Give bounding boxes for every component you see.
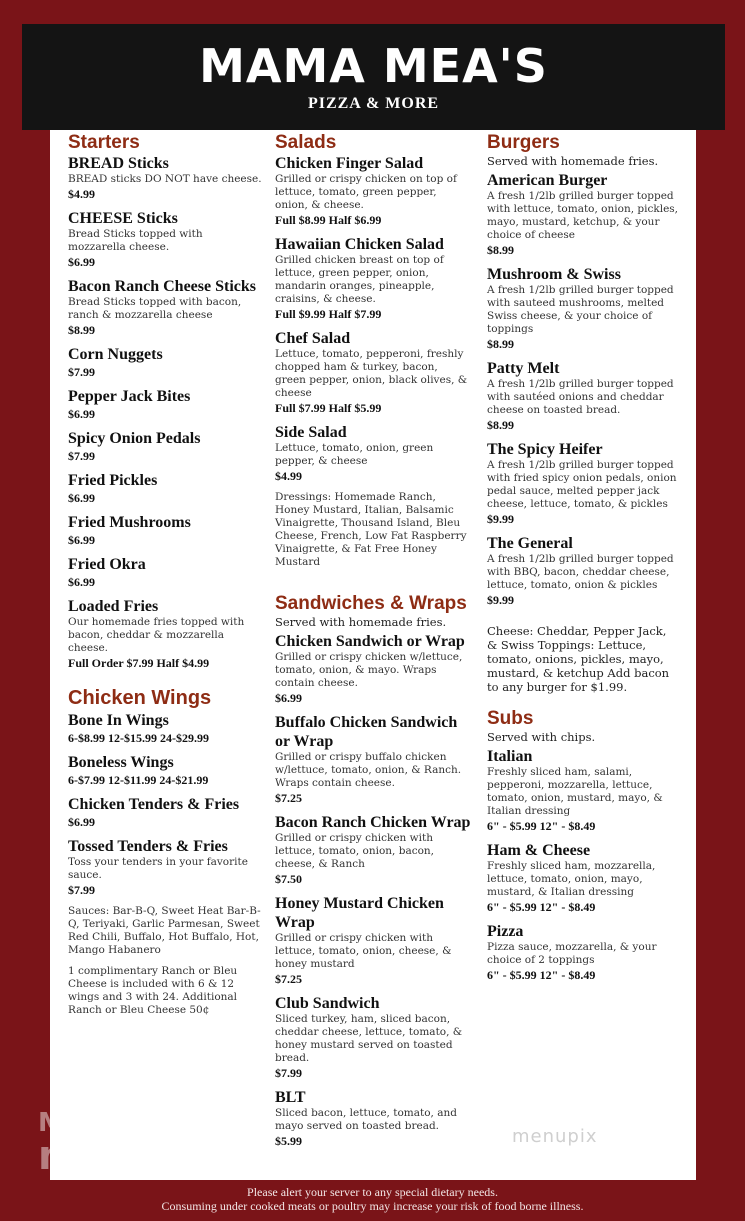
sub-item-description: Pizza sauce, mozzarella, & your choice of 2 toppings bbox=[487, 941, 657, 966]
sandwich-item bbox=[275, 1088, 471, 1149]
burger-item-name: Mushroom & Swiss bbox=[487, 266, 621, 283]
starter-item-name: BREAD Sticks bbox=[68, 155, 169, 172]
wing-item-price: 6-$8.99 12-$15.99 24-$29.99 bbox=[68, 731, 209, 745]
sub-item bbox=[487, 747, 679, 834]
salad-item-description: Grilled chicken breast on top of lettuce, green pepper, onion, mandarin oranges, pineapple, craisins, & cheese. bbox=[275, 254, 444, 305]
starter-item-description: Our homemade fries topped with bacon, cheddar & mozzarella cheese. bbox=[68, 616, 245, 654]
burger-item-description: A fresh 1/2lb grilled burger topped with fried spicy onion pedals, onion pedal sauce, melted pepper jack cheese, lettuce, tomato, & pickles bbox=[487, 459, 677, 510]
starter-item bbox=[68, 387, 262, 422]
sandwich-item-description: Grilled or crispy chicken with lettuce, tomato, onion, cheese, & honey mustard bbox=[275, 932, 452, 970]
sandwich-item-name: Club Sandwich bbox=[275, 995, 380, 1012]
starter-item-description: BREAD sticks DO NOT have cheese. bbox=[68, 173, 262, 185]
sandwich-item-name: Honey Mustard Chicken Wrap bbox=[275, 895, 444, 931]
starter-item bbox=[68, 345, 262, 380]
starter-item-description: Bread Sticks topped with mozzarella cheese. bbox=[68, 228, 203, 253]
salad-item-price: Full $9.99 Half $7.99 bbox=[275, 307, 382, 321]
burger-item-name: American Burger bbox=[487, 172, 608, 189]
starter-item bbox=[68, 513, 262, 548]
salad-item bbox=[275, 235, 471, 322]
restaurant-tagline: PIZZA & MORE bbox=[307, 95, 440, 112]
column-right bbox=[487, 132, 679, 990]
burger-item bbox=[487, 440, 679, 527]
burger-item bbox=[487, 265, 679, 352]
sub-item-description: Freshly sliced ham, salami, pepperoni, mozzarella, lettuce, tomato, onion, mustard, mayo, & Italian dressing bbox=[487, 766, 663, 817]
wings-heading: Chicken Wings bbox=[68, 687, 212, 709]
sandwiches-list bbox=[275, 632, 471, 1149]
starter-item-price: $6.99 bbox=[68, 407, 95, 421]
starters-list bbox=[68, 154, 262, 671]
starter-item-price: $6.99 bbox=[68, 575, 95, 589]
wing-item-name: Bone In Wings bbox=[68, 712, 169, 729]
starters-heading: Starters bbox=[68, 132, 140, 153]
dietary-notice: Please alert your server to any special dietary needs. bbox=[247, 1185, 498, 1199]
sub-item-name: Ham & Cheese bbox=[487, 842, 591, 859]
sandwich-item-name: Buffalo Chicken Sandwich or Wrap bbox=[275, 714, 458, 750]
sub-item-price: 6" - $5.99 12" - $8.49 bbox=[487, 900, 596, 914]
salad-item-name: Hawaiian Chicken Salad bbox=[275, 236, 444, 253]
wing-item-name: Tossed Tenders & Fries bbox=[68, 838, 228, 855]
watermark-menus: menus bbox=[38, 1133, 188, 1179]
burger-item bbox=[487, 534, 679, 608]
salad-item-description: Lettuce, tomato, pepperoni, freshly chopped ham & turkey, bacon, green pepper, onion, black olives, & cheese bbox=[275, 348, 468, 399]
restaurant-name: MAMA MEA'S bbox=[199, 39, 548, 93]
menu-header bbox=[22, 24, 725, 130]
starter-item-name: Corn Nuggets bbox=[68, 346, 163, 363]
wing-item bbox=[68, 837, 262, 898]
burgers-heading: Burgers bbox=[487, 132, 560, 153]
starter-item-price: Full Order $7.99 Half $4.99 bbox=[68, 656, 210, 670]
sub-item bbox=[487, 922, 679, 983]
sandwich-item-price: $6.99 bbox=[275, 691, 302, 705]
burger-item-description: A fresh 1/2lb grilled burger topped with BBQ, bacon, cheddar cheese, lettuce, tomato, onion & pickles bbox=[487, 553, 674, 591]
burger-item-price: $9.99 bbox=[487, 512, 514, 526]
starter-item-price: $8.99 bbox=[68, 323, 95, 337]
burger-toppings-note: Cheese: Cheddar, Pepper Jack, & Swiss Toppings: Lettuce, tomato, onions, pickles, mayo, mustard, & ketchup Add bacon to any burger for $1.99. bbox=[487, 624, 670, 694]
salad-item-price: $4.99 bbox=[275, 469, 302, 483]
sandwich-item-name: Chicken Sandwich or Wrap bbox=[275, 633, 465, 650]
sandwich-item-description: Sliced turkey, ham, sliced bacon, cheddar cheese, lettuce, tomato, & honey mustard served on toasted bread. bbox=[275, 1013, 463, 1064]
starter-item-name: Fried Mushrooms bbox=[68, 514, 191, 531]
salad-item-price: Full $8.99 Half $6.99 bbox=[275, 213, 382, 227]
subs-list bbox=[487, 747, 679, 983]
sub-item-description: Freshly sliced ham, mozzarella, lettuce, tomato, onion, mayo, mustard, & Italian dressing bbox=[487, 860, 656, 898]
column-middle bbox=[275, 132, 471, 1156]
wing-item bbox=[68, 753, 262, 788]
starter-item bbox=[68, 154, 262, 202]
burger-item-price: $8.99 bbox=[487, 337, 514, 351]
salads-heading: Salads bbox=[275, 132, 337, 153]
starter-item bbox=[68, 277, 262, 338]
sandwich-item-price: $5.99 bbox=[275, 1134, 302, 1148]
column-left bbox=[68, 132, 262, 1017]
subs-note: Served with chips. bbox=[487, 730, 596, 744]
wing-sauces-note: Sauces: Bar-B-Q, Sweet Heat Bar-B-Q, Teriyaki, Garlic Parmesan, Sweet Red Chili, Buffalo, Hot Buffalo, Hot, Mango Habanero bbox=[68, 905, 261, 956]
sandwich-item-name: Bacon Ranch Chicken Wrap bbox=[275, 814, 471, 831]
starter-item-price: $4.99 bbox=[68, 187, 95, 201]
sandwich-item-description: Grilled or crispy buffalo chicken w/lettuce, tomato, onion, & Ranch. Wraps contain cheese. bbox=[275, 751, 462, 789]
starter-item-name: Pepper Jack Bites bbox=[68, 388, 191, 405]
burger-item-description: A fresh 1/2lb grilled burger topped with sauteed mushrooms, melted Swiss cheese, & your choice of toppings bbox=[487, 284, 674, 335]
wing-item-price: $6.99 bbox=[68, 815, 95, 829]
starter-item bbox=[68, 597, 262, 671]
starter-item-price: $6.99 bbox=[68, 255, 95, 269]
salad-item bbox=[275, 423, 471, 484]
burger-item-price: $9.99 bbox=[487, 593, 514, 607]
subs-heading: Subs bbox=[487, 708, 534, 729]
salad-item-price: Full $7.99 Half $5.99 bbox=[275, 401, 382, 415]
salad-item bbox=[275, 329, 471, 416]
sandwiches-heading: Sandwiches & Wraps bbox=[275, 593, 467, 614]
salad-item bbox=[275, 154, 471, 228]
wing-item-price: 6-$7.99 12-$11.99 24-$21.99 bbox=[68, 773, 209, 787]
burger-item-name: The Spicy Heifer bbox=[487, 441, 603, 458]
starter-item bbox=[68, 471, 262, 506]
starter-item-price: $7.99 bbox=[68, 449, 95, 463]
sub-item-price: 6" - $5.99 12" - $8.49 bbox=[487, 968, 596, 982]
menu-page bbox=[50, 130, 696, 1180]
burger-item bbox=[487, 359, 679, 433]
starter-item-price: $7.99 bbox=[68, 365, 95, 379]
salad-item-name: Chef Salad bbox=[275, 330, 351, 347]
sub-item-price: 6" - $5.99 12" - $8.49 bbox=[487, 819, 596, 833]
watermark-menupix: menupix bbox=[512, 1126, 598, 1147]
sandwich-item-price: $7.25 bbox=[275, 791, 302, 805]
sandwich-item bbox=[275, 894, 471, 987]
starter-item-price: $6.99 bbox=[68, 491, 95, 505]
burgers-note: Served with homemade fries. bbox=[487, 154, 659, 168]
dressings-note: Dressings: Homemade Ranch, Honey Mustard, Italian, Balsamic Vinaigrette, Thousand Island, Bleu Cheese, French, Low Fat Raspberry Vinaigrette, & Fat Free Honey Mustard bbox=[275, 491, 467, 568]
starter-item-name: Fried Pickles bbox=[68, 472, 158, 489]
burger-item-description: A fresh 1/2lb grilled burger topped with lettuce, tomato, onion, pickles, mayo, mustard, ketchup, & your choice of cheese bbox=[487, 190, 679, 241]
starter-item bbox=[68, 209, 262, 270]
starter-item bbox=[68, 429, 262, 464]
salad-item-name: Chicken Finger Salad bbox=[275, 155, 424, 172]
salad-item-name: Side Salad bbox=[275, 424, 347, 441]
burger-item-price: $8.99 bbox=[487, 418, 514, 432]
menu-footer bbox=[0, 1185, 745, 1213]
salad-item-description: Grilled or crispy chicken on top of lettuce, tomato, green pepper, onion, & cheese. bbox=[275, 173, 457, 211]
ranch-note: 1 complimentary Ranch or Bleu Cheese is included with 6 & 12 wings and 3 with 24. Additional Ranch or Bleu Cheese 50¢ bbox=[68, 965, 238, 1016]
sandwich-item bbox=[275, 994, 471, 1081]
sandwich-item-price: $7.50 bbox=[275, 872, 302, 886]
food-safety-notice: Consuming under cooked meats or poultry may increase your risk of food borne illness. bbox=[161, 1199, 584, 1213]
burgers-list bbox=[487, 171, 679, 608]
starter-item-name: Spicy Onion Pedals bbox=[68, 430, 201, 447]
starter-item-price: $6.99 bbox=[68, 533, 95, 547]
sandwiches-note: Served with homemade fries. bbox=[275, 615, 447, 629]
burger-item-price: $8.99 bbox=[487, 243, 514, 257]
burger-item-description: A fresh 1/2lb grilled burger topped with sautéed onions and cheddar cheese on toasted bread. bbox=[487, 378, 674, 416]
wing-item-price: $7.99 bbox=[68, 883, 95, 897]
wings-list bbox=[68, 711, 262, 898]
burger-item-name: The General bbox=[487, 535, 573, 552]
sandwich-item bbox=[275, 813, 471, 887]
sandwich-item-description: Grilled or crispy chicken with lettuce, tomato, onion, bacon, cheese, & Ranch bbox=[275, 832, 435, 870]
starter-item-name: Loaded Fries bbox=[68, 598, 159, 615]
salad-item-description: Lettuce, tomato, onion, green pepper, & cheese bbox=[275, 442, 434, 467]
sandwich-item-description: Sliced bacon, lettuce, tomato, and mayo served on toasted bread. bbox=[275, 1107, 457, 1132]
sandwich-item bbox=[275, 713, 471, 806]
sub-item-name: Pizza bbox=[487, 923, 524, 940]
wing-item-name: Chicken Tenders & Fries bbox=[68, 796, 240, 813]
wing-item bbox=[68, 795, 262, 830]
wing-item bbox=[68, 711, 262, 746]
sub-item-name: Italian bbox=[487, 748, 533, 765]
sandwich-item-price: $7.99 bbox=[275, 1066, 302, 1080]
starter-item-name: Fried Okra bbox=[68, 556, 146, 573]
sandwich-item-name: BLT bbox=[275, 1089, 306, 1106]
burger-item bbox=[487, 171, 679, 258]
wing-item-description: Toss your tenders in your favorite sauce. bbox=[68, 856, 248, 881]
salads-list bbox=[275, 154, 471, 484]
starter-item-name: CHEESE Sticks bbox=[68, 210, 178, 227]
sub-item bbox=[487, 841, 679, 915]
starter-item-description: Bread Sticks topped with bacon, ranch & mozzarella cheese bbox=[68, 296, 242, 321]
sandwich-item-price: $7.25 bbox=[275, 972, 302, 986]
sandwich-item bbox=[275, 632, 471, 706]
burger-item-name: Patty Melt bbox=[487, 360, 560, 377]
wing-item-name: Boneless Wings bbox=[68, 754, 174, 771]
starter-item-name: Bacon Ranch Cheese Sticks bbox=[68, 278, 257, 295]
sandwich-item-description: Grilled or crispy chicken w/lettuce, tomato, onion, & mayo. Wraps contain cheese. bbox=[275, 651, 463, 689]
starter-item bbox=[68, 555, 262, 590]
watermark-musthave: MUST HAVE bbox=[38, 1108, 209, 1138]
